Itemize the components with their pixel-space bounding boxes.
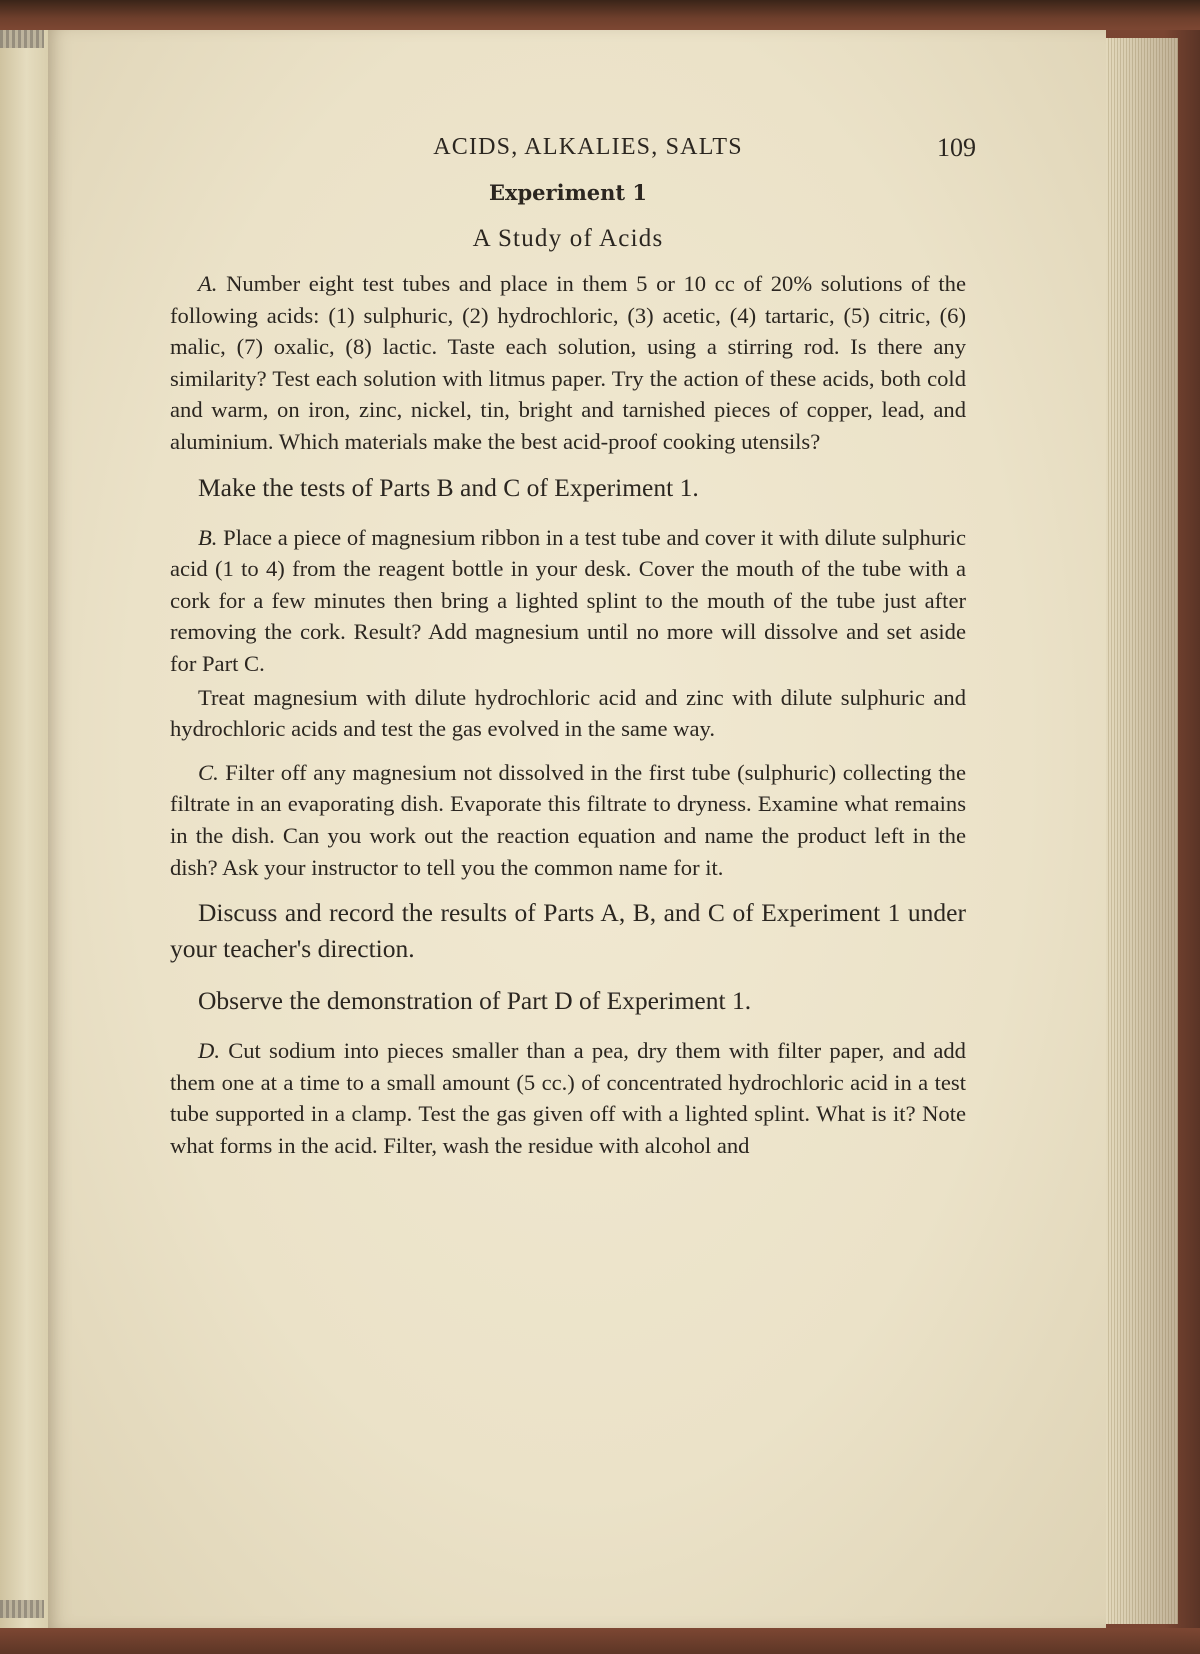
page-number: 109 [937, 133, 976, 162]
part-b-label: B. [198, 524, 218, 550]
experiment-title: Experiment 1 [488, 180, 648, 205]
book-cover-top-edge [0, 0, 1200, 30]
running-head [170, 126, 976, 168]
part-b-text: Place a piece of magnesium ribbon in a test tube and cover it with dilute sulphuric acid (1 to 4) from the reagent bottle in your desk. Cover the mouth of the tube with a cork for a few minutes then bring a lighted splint to the mouth of the tube just after removing the cork. Result? Add magnesium until no more will dissolve and set aside for Part C. [170, 524, 966, 676]
running-head-title: ACIDS, ALKALIES, SALTS [433, 134, 743, 160]
instruction-part-d: Observe the demonstration of Part D of Experiment 1. [198, 986, 752, 1016]
part-c-label: C. [198, 759, 219, 785]
instruction-parts-a-b-c: Discuss and record the results of Parts A, B, and C of Experiment 1 under your teacher's direction. [170, 898, 966, 964]
page-text-column [170, 126, 976, 1173]
paragraph-part-b [170, 522, 966, 680]
part-d-text: Cut sodium into pieces smaller than a pea, dry them with filter paper, and add them one at a time to a small amount (5 cc.) of concentrated hydrochloric acid in a test tube supported in a clamp. Test the gas given off with a lighted splint. What is it? Note what forms in the acid. Filter, wash the residue with alcohol and [170, 1038, 966, 1158]
instruction-parts-b-c: Make the tests of Parts B and C of Experiment 1. [198, 472, 699, 502]
binding-thread-bottom [0, 1600, 44, 1618]
part-a-label: A. [198, 271, 218, 296]
part-d-label: D. [198, 1038, 220, 1064]
binding-thread-top [0, 30, 44, 48]
book-cover-bottom-edge [0, 1628, 1200, 1654]
facing-page-edge [0, 30, 48, 1628]
part-c-text: Filter off any magnesium not dissolved in the first tube (sulphuric) collecting the filtrate in an evaporating dish. Evaporate this filtrate to dryness. Examine what remains in the dish. Can you work out the reaction equation and name the product left in the dish? Ask your instructor to tell you the common name for it. [170, 759, 966, 880]
paragraph-part-c [170, 757, 966, 883]
paragraph-part-b-continued: Treat magnesium with dilute hydrochloric acid and zinc with dilute sulphuric and hydrochloric acids and test the gas evolved in the same way. [170, 684, 966, 742]
paragraph-part-d [170, 1035, 966, 1161]
part-a-text: Number eight test tubes and place in them 5 or 10 cc of 20% solutions of the following acids: (1) sulphuric, (2) hydrochloric, (3) acetic, (4) tartaric, (5) citric, (6) malic, (7) oxalic, (8) lactic. Taste each solution, using a stirring rod. Is there any similarity? Test each solution with litmus paper. Try the action of these acids, both cold and warm, on iron, zinc, nickel, tin, bright and tarnished pieces of copper, lead, and aluminium. Which materials make the best acid-proof cooking utensils? [170, 271, 966, 454]
experiment-subtitle: A Study of Acids [472, 225, 664, 252]
page-block-edges [1106, 38, 1178, 1624]
paragraph-part-a [170, 268, 966, 458]
